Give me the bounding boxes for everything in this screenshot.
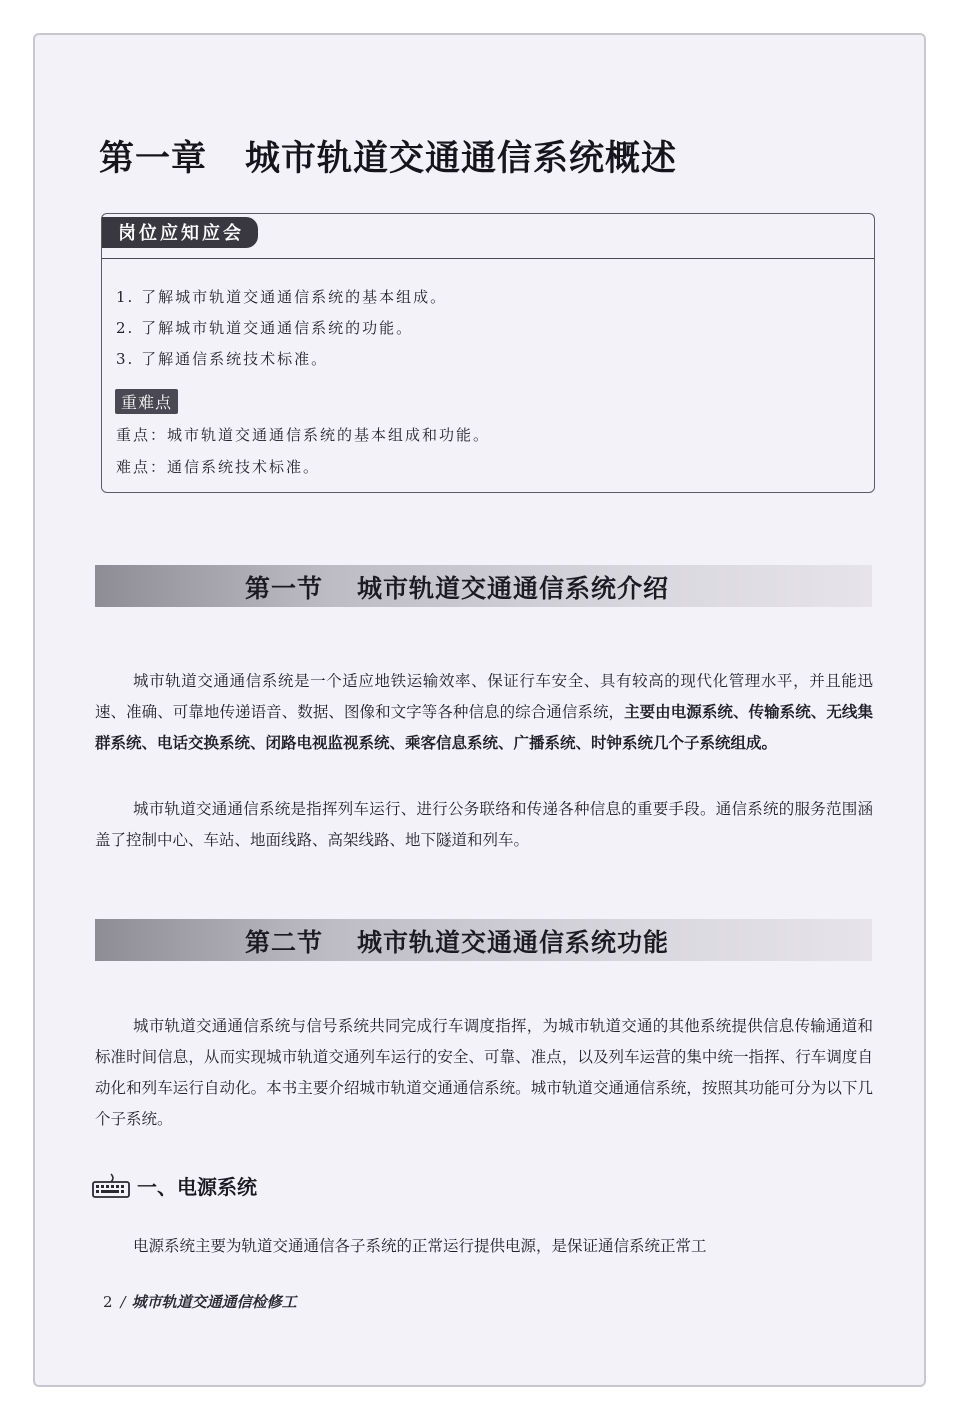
page-number: 2 — [103, 1293, 113, 1311]
subsection-title: 一、电源系统 — [137, 1175, 257, 1199]
objective-item: 2. 了解城市轨道交通通信系统的功能。 — [116, 319, 414, 337]
objective-item: 3. 了解通信系统技术标准。 — [116, 350, 329, 368]
keyboard-icon — [91, 1172, 131, 1200]
section2-paragraph-1: 城市轨道交通通信系统与信号系统共同完成行车调度指挥，为城市轨道交通的其他系统提供信息传输通道和标准时间信息，从而实现城市轨道交通列车运行的安全、可靠、准点，以及列车运营的集中统一指挥、行车调度自动化和列车运行自动化。本书主要介绍城市轨道交通通信系统。城市轨道交通通信系统，按照其功能可分为以下几个子系统。 — [95, 1017, 873, 1128]
section1-heading — [245, 569, 669, 605]
section1-paragraph-1-text: 城市轨道交通通信系统是一个适应地铁运输效率、保证行车安全、具有较高的现代化管理水平，并且能迅速、准确、可靠地传递语音、数据、图像和文字等各种信息的综合通信系统， — [95, 672, 873, 721]
key-points-tag: 重难点 — [115, 389, 178, 414]
section1-banner — [95, 565, 872, 607]
section1-paragraph-2: 城市轨道交通通信系统是指挥列车运行、进行公务联络和传递各种信息的重要手段。通信系统的服务范围涵盖了控制中心、车站、地面线路、高架线路、地下隧道和列车。 — [95, 800, 873, 849]
section2-banner — [95, 919, 872, 961]
section2-number: 第二节 — [245, 928, 324, 957]
learning-objectives-box — [101, 213, 875, 493]
subsection-paragraph: 电源系统主要为轨道交通通信各子系统的正常运行提供电源，是保证通信系统正常工 — [133, 1237, 707, 1255]
chapter-number: 第一章 — [99, 139, 208, 179]
book-page — [33, 33, 926, 1387]
section2-title: 城市轨道交通通信系统功能 — [357, 928, 670, 957]
section1-paragraph-1 — [95, 666, 873, 759]
section1-number: 第一节 — [245, 574, 324, 603]
difficult-point-line: 难点：通信系统技术标准。 — [116, 458, 321, 476]
page-footer — [103, 1291, 297, 1312]
section2-heading — [245, 923, 669, 959]
footer-separator: / — [120, 1293, 126, 1311]
objectives-list — [116, 282, 447, 375]
section1-paragraph-1-bold: 主要由电源系统、传输系统、无线集群系统、电话交换系统、闭路电视监视系统、乘客信息系统、广播系统、时钟系统几个子系统组成。 — [95, 703, 873, 752]
book-title: 城市轨道交通通信检修工 — [131, 1293, 297, 1311]
chapter-title — [99, 131, 677, 181]
objectives-divider — [102, 258, 874, 259]
chapter-name: 城市轨道交通通信系统概述 — [245, 139, 678, 179]
objectives-tag: 岗位应知应会 — [102, 217, 258, 248]
subsection-heading — [91, 1171, 257, 1200]
key-point-line: 重点：城市轨道交通通信系统的基本组成和功能。 — [116, 426, 491, 444]
section1-title: 城市轨道交通通信系统介绍 — [357, 574, 670, 603]
objective-item: 1. 了解城市轨道交通通信系统的基本组成。 — [116, 288, 448, 306]
